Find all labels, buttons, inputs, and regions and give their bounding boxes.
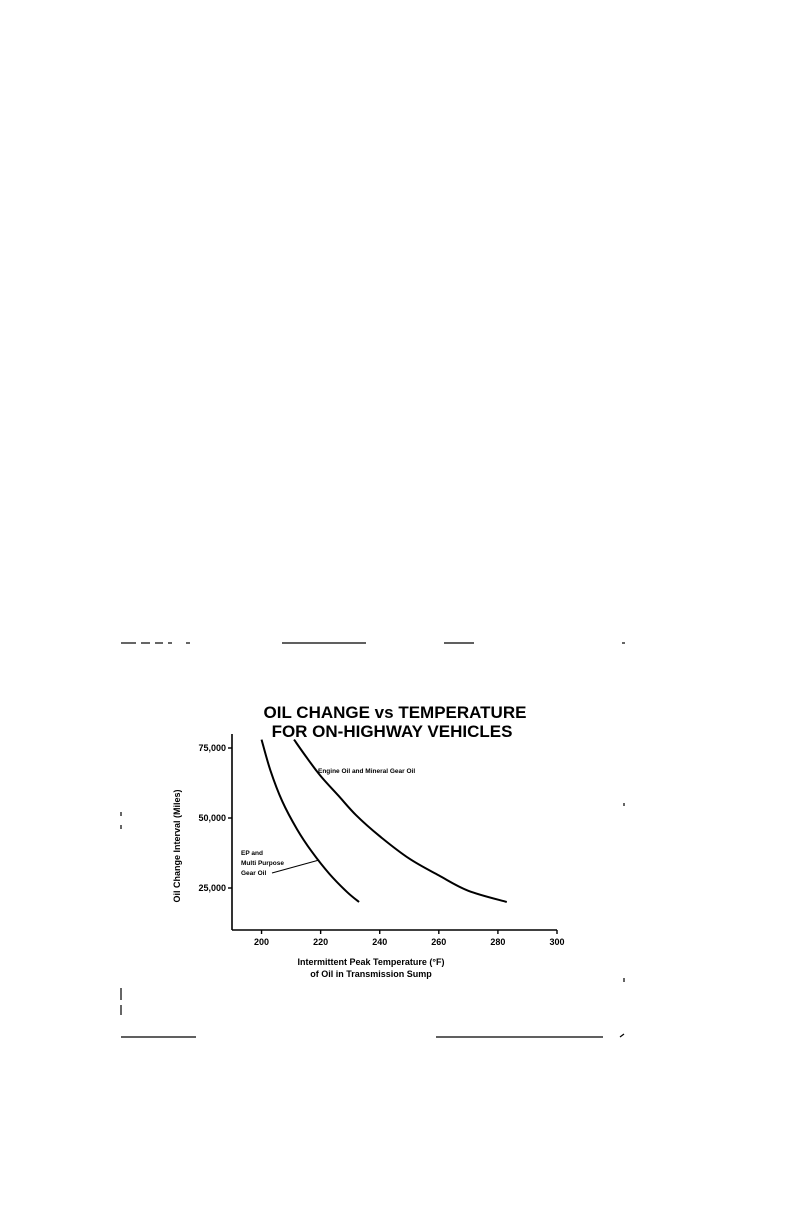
chart-title: OIL CHANGE vs TEMPERATURE: [263, 703, 527, 722]
y-tick-label: 25,000: [198, 883, 226, 893]
x-tick-label: 220: [313, 937, 329, 947]
series-label: Gear Oil: [241, 870, 267, 877]
x-axis-ticks: [254, 930, 564, 947]
x-tick-label: 300: [549, 937, 565, 947]
y-axis-title: Oil Change Interval (Miles): [172, 789, 182, 903]
series-label: EP and: [241, 850, 263, 857]
x-axis-title-line2: of Oil in Transmission Sump: [310, 969, 432, 979]
series-label: Multi Purpose: [241, 860, 284, 867]
x-axis-title-line1: Intermittent Peak Temperature (°F): [297, 957, 445, 967]
x-tick-label: 280: [490, 937, 506, 947]
y-tick-label: 75,000: [198, 743, 226, 753]
x-tick-label: 200: [254, 937, 270, 947]
series-line-engine-mineral-gear-oil: [294, 740, 507, 902]
y-axis-ticks: [198, 743, 232, 893]
x-tick-label: 260: [431, 937, 447, 947]
y-tick-label: 50,000: [198, 813, 226, 823]
leader-line: [303, 752, 316, 771]
series-label: Engine Oil and Mineral Gear Oil: [318, 768, 416, 775]
chart-subtitle: FOR ON-HIGHWAY VEHICLES: [271, 722, 513, 741]
series-layer: [262, 740, 507, 902]
annotation-layer: [241, 752, 415, 877]
x-tick-label: 240: [372, 937, 388, 947]
